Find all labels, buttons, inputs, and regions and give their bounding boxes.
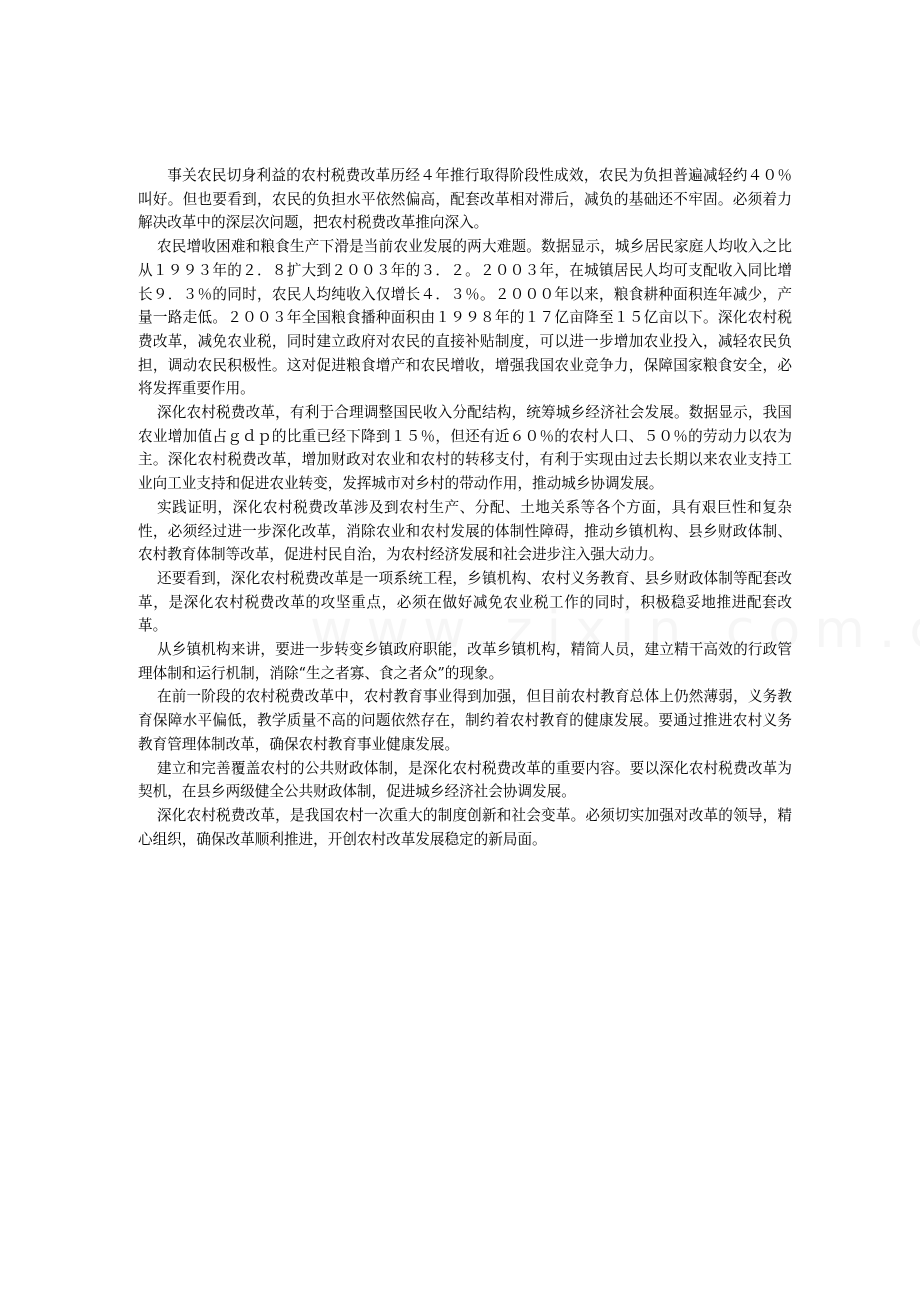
paragraph-8: 建立和完善覆盖农村的公共财政体制，是深化农村税费改革的重要内容。要以深化农村税费改革为契机，在县乡两级健全公共财政体制，促进城乡经济社会协调发展。: [138, 759, 792, 801]
paragraph-9: 深化农村税费改革，是我国农村一次重大的制度创新和社会变革。必须切实加强对改革的领导，精心组织，确保改革顺利推进，开创农村改革发展稳定的新局面。: [138, 806, 792, 848]
paragraph-5: 还要看到，深化农村税费改革是一项系统工程，乡镇机构、农村义务教育、县乡财政体制等配套改革，是深化农村税费改革的攻坚重点，必须在做好减免农业税工作的同时，积极稳妥地推进配套改革。: [138, 569, 792, 635]
paragraph-6: 从乡镇机构来讲，要进一步转变乡镇政府职能，改革乡镇机构，精简人员，建立精干高效的行政管理体制和运行机制，消除“生之者寡、食之者众”的现象。: [138, 641, 792, 682]
article-body: [138, 164, 792, 851]
paragraph-4: 实践证明，深化农村税费改革涉及到农村生产、分配、土地关系等各个方面，具有艰巨性和复杂性，必须经过进一步深化改革，消除农业和农村发展的体制性障碍，推动乡镇机构、县乡财政体制、农村教育体制等改革，促进村民自治，为农村经济发展和社会进步注入强大动力。: [138, 498, 792, 564]
paragraph-2: 农民增收困难和粮食生产下滑是当前农业发展的两大难题。数据显示，城乡居民家庭人均收入之比从１９９３年的２．８扩大到２００３年的３．２。２００３年，在城镇居民人均可支配收入同比增长９．３％的同时，农民人均纯收入仅增长４．３％。２０００年以来，粮食耕种面积连年减少，产量一路走低。２００３年全国粮食播种面积由１９９８年的１７亿亩降至１５亿亩以下。深化农村税费改革，减免农业税，同时建立政府对农民的直接补贴制度，可以进一步增加农业投入，减轻农民负担，调动农民积极性。这对促进粮食增产和农民增收，增强我国农业竞争力，保障国家粮食安全，必将发挥重要作用。: [138, 238, 792, 398]
paragraph-7: 在前一阶段的农村税费改革中，农村教育事业得到加强，但目前农村教育总体上仍然薄弱，义务教育保障水平偏低，教学质量不高的问题依然存在，制约着农村教育的健康发展。要通过推进农村义务教育管理体制改革，确保农村教育事业健康发展。: [138, 688, 792, 753]
paragraph-3: 深化农村税费改革，有利于合理调整国民收入分配结构，统筹城乡经济社会发展。数据显示，我国农业增加值占ｇｄｐ的比重已经下降到１５％，但还有近６０％的农村人口、５０％的劳动力以农为主。深化农村税费改革，增加财政对农业和农村的转移支付，有利于实现由过去长期以来农业支持工业向工业支持和促进农业转变，发挥城市对乡村的带动作用，推动城乡协调发展。: [138, 404, 792, 493]
paragraph-1: 事关农民切身利益的农村税费改革历经４年推行取得阶段性成效，农民为负担普遍减轻约４０％叫好。但也要看到，农民的负担水平依然偏高，配套改革相对滞后，减负的基础还不牢固。必须着力解决改革中的深层次问题，把农村税费改革推向深入。: [138, 167, 792, 232]
